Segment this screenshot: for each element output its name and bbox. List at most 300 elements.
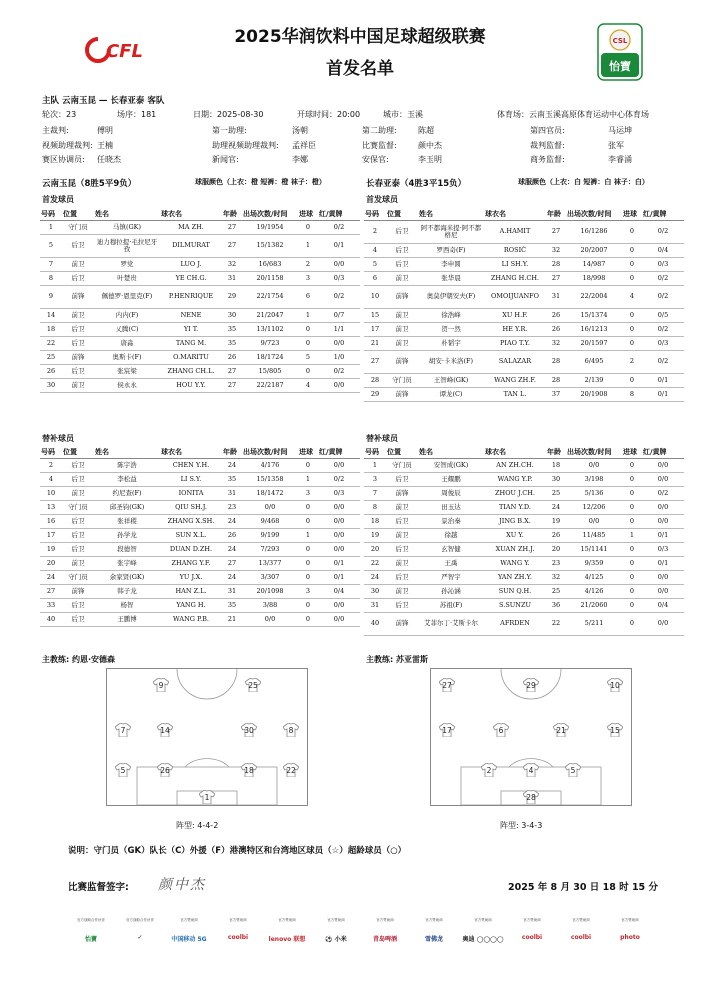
- home-starters-table: [40, 208, 360, 393]
- player-name: 朴韬宇: [418, 337, 484, 351]
- player-name: 马镇(GK): [94, 221, 160, 235]
- player-shirt-icon: [157, 723, 173, 737]
- cards: 0/0: [318, 529, 360, 543]
- position: 前卫: [62, 557, 94, 571]
- goals: 0: [622, 244, 642, 258]
- appearances: 3/198: [566, 473, 622, 487]
- sponsor-logo: [264, 918, 310, 943]
- player-name: 景治秦: [418, 515, 484, 529]
- player-name: 孙沁涵: [418, 585, 484, 599]
- age: 27: [222, 557, 242, 571]
- goals: 0: [622, 585, 642, 599]
- appearances: 15/1374: [566, 309, 622, 323]
- cards: 0/0: [318, 501, 360, 515]
- shirt-number: 31: [364, 599, 386, 613]
- sponsor-logo: [607, 918, 653, 941]
- shirt-number: 18: [40, 323, 62, 337]
- away-subs-table: [364, 446, 684, 636]
- column-header: 红/黄牌: [318, 446, 360, 459]
- age: 24: [222, 515, 242, 529]
- player-row: [364, 244, 684, 258]
- player-row: [40, 459, 360, 473]
- away-formation-pitch: [430, 668, 632, 806]
- player-row: [40, 599, 360, 613]
- svg-text:CSL: CSL: [612, 37, 628, 45]
- cards: 0/2: [642, 286, 684, 309]
- player-name: 孙学龙: [94, 529, 160, 543]
- cards: 0/3: [318, 487, 360, 501]
- position: 前卫: [386, 585, 418, 599]
- cards: 0/1: [318, 235, 360, 258]
- official-role-label: 主裁判:: [42, 126, 69, 135]
- age: 26: [546, 309, 566, 323]
- shirt-number: 20: [40, 557, 62, 571]
- player-name: 李申圆: [418, 258, 484, 272]
- shirt-number: 25: [40, 351, 62, 365]
- player-row: [40, 529, 360, 543]
- player-name: 周俊辰: [418, 487, 484, 501]
- player-row: [364, 337, 684, 351]
- player-shirt-icon: [115, 723, 131, 737]
- shirt-number: 5: [364, 258, 386, 272]
- position: 前卫: [386, 272, 418, 286]
- svg-text:CFL: CFL: [106, 41, 143, 62]
- supervisor-signature: 颜中杰: [158, 877, 206, 893]
- goals: 1: [298, 309, 318, 323]
- kit-name: QIU SH.J.: [160, 501, 222, 515]
- home-formation-pitch: [106, 668, 308, 806]
- cards: 0/0: [642, 613, 684, 636]
- age: 18: [546, 459, 566, 473]
- official-role-label: 商务监督:: [530, 155, 565, 164]
- sponsor-caption: 官方赞助商: [523, 918, 541, 922]
- appearances: 9/199: [242, 529, 298, 543]
- appearances: 0/0: [242, 501, 298, 515]
- appearances: 19/1954: [242, 221, 298, 235]
- official-name: 陈超: [418, 126, 434, 135]
- shirt-number: 5: [570, 765, 576, 775]
- goals: 0: [298, 365, 318, 379]
- cards: 0/3: [318, 272, 360, 286]
- player-row: [364, 272, 684, 286]
- appearances: 20/1908: [566, 388, 622, 402]
- player-name: 苏祖(F): [418, 599, 484, 613]
- player-row: [364, 323, 684, 337]
- position: 后卫: [386, 599, 418, 613]
- goals: 1: [298, 235, 318, 258]
- venue: 体育场：云南玉溪高原体育运动中心体育场: [497, 110, 649, 119]
- kit-name: LI S.Y.: [160, 473, 222, 487]
- sponsor-caption: 官方赞助商: [474, 918, 492, 922]
- sponsor-caption: 官方战略合作伙伴: [126, 918, 154, 922]
- cards: 0/2: [318, 286, 360, 309]
- sponsor-caption: 官方赞助商: [229, 918, 247, 922]
- position: 守门员: [62, 221, 94, 235]
- column-header: 位置: [386, 208, 418, 221]
- appearances: 9/359: [566, 557, 622, 571]
- page-title: 首发名单: [326, 59, 394, 79]
- home-coach: 主教练: 约恩·安德森: [42, 655, 116, 664]
- city: 城市：玉溪: [383, 110, 423, 119]
- player-name: 田玉达: [418, 501, 484, 515]
- column-header: 红/黄牌: [642, 208, 684, 221]
- appearances: 18/1724: [242, 351, 298, 365]
- position: 前锋: [386, 351, 418, 374]
- position: 前卫: [62, 258, 94, 272]
- column-header: 进球: [622, 208, 642, 221]
- player-shirt-icon: [241, 723, 257, 737]
- column-header: 号码: [40, 208, 62, 221]
- goals: 0: [622, 571, 642, 585]
- kit-name: XU Y.: [484, 529, 546, 543]
- cards: 0/0: [318, 459, 360, 473]
- appearances: 4/176: [242, 459, 298, 473]
- shirt-number: 28: [526, 792, 536, 802]
- appearances: 0/0: [566, 515, 622, 529]
- position: 前卫: [386, 309, 418, 323]
- player-row: [40, 501, 360, 515]
- kit-name: OMOIJUANFO: [484, 286, 546, 309]
- age: 27: [222, 221, 242, 235]
- cards: 1/0: [318, 351, 360, 365]
- column-header: 年龄: [222, 446, 242, 459]
- cards: 0/4: [642, 599, 684, 613]
- kit-name: YANG H.: [160, 599, 222, 613]
- kit-name: SUN X.L.: [160, 529, 222, 543]
- player-name: 张宸梁: [94, 365, 160, 379]
- shirt-number: 27: [442, 681, 452, 691]
- official-name: 李睿涌: [608, 155, 632, 164]
- appearances: 4/125: [566, 571, 622, 585]
- player-name: 邱圣钧(GK): [94, 501, 160, 515]
- player-name: 阿不都海米提·阿不都格尼: [418, 221, 484, 244]
- appearances: 16/1286: [566, 221, 622, 244]
- sponsor-mark: 雪佛龙: [424, 936, 443, 943]
- goals: 3: [298, 487, 318, 501]
- age: 23: [546, 557, 566, 571]
- kit-name: IONITA: [160, 487, 222, 501]
- shirt-number: 3: [364, 473, 386, 487]
- player-name: 张宇峰: [94, 557, 160, 571]
- position: 后卫: [62, 459, 94, 473]
- kit-name: S.SUNZU: [484, 599, 546, 613]
- shirt-number: 17: [364, 323, 386, 337]
- shirt-number: 8: [364, 501, 386, 515]
- kit-name: XUAN ZH.J.: [484, 543, 546, 557]
- sponsor-caption: 官方赞助商: [376, 918, 394, 922]
- age: 28: [546, 258, 566, 272]
- goals: 1: [298, 529, 318, 543]
- appearances: 13/377: [242, 557, 298, 571]
- official-role-label: 赛区协调员:: [42, 155, 85, 164]
- age: 36: [546, 599, 566, 613]
- cards: 0/0: [318, 613, 360, 627]
- cards: 0/0: [642, 501, 684, 515]
- sign-time: 2025 年 8 月 30 日 18 时 15 分: [508, 882, 658, 893]
- kit-name: O.MARITU: [160, 351, 222, 365]
- cards: 0/5: [642, 309, 684, 323]
- goals: 0: [622, 337, 642, 351]
- player-row: [364, 221, 684, 244]
- player-row: [364, 585, 684, 599]
- goals: 0: [622, 487, 642, 501]
- kit-name: PIAO T.Y.: [484, 337, 546, 351]
- goals: 0: [298, 337, 318, 351]
- player-shirt-icon: [481, 763, 497, 777]
- cards: 0/1: [642, 529, 684, 543]
- kickoff-time: 开球时间：20:00: [297, 110, 361, 119]
- player-row: [40, 365, 360, 379]
- player-row: [364, 515, 684, 529]
- age: 28: [546, 374, 566, 388]
- shirt-number: 13: [40, 501, 62, 515]
- appearances: 22/2004: [566, 286, 622, 309]
- age: 35: [222, 599, 242, 613]
- player-name: 约尼查(F): [94, 487, 160, 501]
- cards: 0/0: [318, 379, 360, 393]
- kit-name: HOU Y.Y.: [160, 379, 222, 393]
- sponsor-caption: 官方战略合作伙伴: [77, 918, 105, 922]
- shirt-number: 9: [158, 681, 164, 691]
- cards: 0/2: [642, 272, 684, 286]
- shirt-number: 15: [364, 309, 386, 323]
- player-row: [40, 351, 360, 365]
- player-name: 张华晨: [418, 272, 484, 286]
- player-name: 胡安·卡米洛(F): [418, 351, 484, 374]
- appearances: 3/307: [242, 571, 298, 585]
- sponsor-logo: [313, 918, 359, 943]
- position: 前锋: [386, 613, 418, 636]
- player-row: [364, 501, 684, 515]
- home-starters-label: 首发球员: [42, 195, 74, 204]
- age: 24: [546, 501, 566, 515]
- player-name: 罗党: [94, 258, 160, 272]
- shirt-number: 30: [40, 379, 62, 393]
- cards: 0/2: [642, 351, 684, 374]
- age: 27: [222, 365, 242, 379]
- appearances: 20/1597: [566, 337, 622, 351]
- position: 守门员: [62, 571, 94, 585]
- player-row: [364, 529, 684, 543]
- pitch-markings: [107, 669, 307, 805]
- shirt-number: 14: [160, 726, 170, 736]
- away-kit-colors: 球服颜色（上衣：白 短裤：白 袜子：白）: [518, 178, 649, 186]
- sponsor-mark: photo: [620, 934, 640, 941]
- age: 32: [222, 258, 242, 272]
- official-name: 任晓杰: [97, 155, 121, 164]
- round: 轮次：23: [42, 110, 77, 119]
- appearances: 15/805: [242, 365, 298, 379]
- age: 25: [546, 585, 566, 599]
- goals: 0: [622, 258, 642, 272]
- position: 后卫: [386, 515, 418, 529]
- official-role-label: 第二助理:: [362, 126, 397, 135]
- age: 26: [222, 529, 242, 543]
- column-header: 号码: [40, 446, 62, 459]
- appearances: 18/998: [566, 272, 622, 286]
- cards: 0/3: [642, 337, 684, 351]
- shirt-number: 25: [248, 681, 258, 691]
- player-row: [364, 473, 684, 487]
- shirt-number: 16: [40, 515, 62, 529]
- shirt-number: 40: [40, 613, 62, 627]
- player-row: [364, 571, 684, 585]
- cards: 0/2: [318, 365, 360, 379]
- position: 后卫: [62, 365, 94, 379]
- kit-name: LI SH.Y.: [484, 258, 546, 272]
- shirt-number: 2: [364, 221, 386, 244]
- column-header: 位置: [62, 208, 94, 221]
- column-header: 号码: [364, 208, 386, 221]
- position: 守门员: [386, 374, 418, 388]
- player-shirt-icon: [283, 723, 299, 737]
- home-team-name: 云南玉昆（8胜5平9负）: [42, 179, 137, 189]
- shirt-number: 2: [486, 765, 492, 775]
- cards: 0/0: [318, 258, 360, 272]
- shirt-number: 10: [40, 487, 62, 501]
- cards: 0/1: [318, 571, 360, 585]
- cards: 0/7: [318, 309, 360, 323]
- player-row: [364, 557, 684, 571]
- player-row: [364, 543, 684, 557]
- column-header: 姓名: [94, 208, 160, 221]
- player-name: 王耀鹏: [418, 473, 484, 487]
- player-row: [40, 258, 360, 272]
- appearances: 15/1141: [566, 543, 622, 557]
- appearances: 22/1754: [242, 286, 298, 309]
- appearances: 9/723: [242, 337, 298, 351]
- position: 前锋: [386, 487, 418, 501]
- cards: 0/4: [318, 585, 360, 599]
- appearances: 3/88: [242, 599, 298, 613]
- shirt-number: 7: [120, 726, 126, 736]
- goals: 0: [622, 613, 642, 636]
- goals: 0: [298, 323, 318, 337]
- goals: 1: [298, 473, 318, 487]
- sponsor-logo: [166, 918, 212, 943]
- cards: 0/0: [318, 337, 360, 351]
- official-name: 汤朝: [292, 126, 308, 135]
- home-subs-label: 替补球员: [42, 434, 74, 443]
- kit-name: ROSIĆ: [484, 244, 546, 258]
- cards: 0/1: [318, 557, 360, 571]
- cards: 0/3: [642, 258, 684, 272]
- appearances: 20/1098: [242, 585, 298, 599]
- shirt-number: 8: [288, 726, 294, 736]
- player-shirt-icon: [115, 763, 131, 777]
- appearances: 20/2007: [566, 244, 622, 258]
- column-header: 进球: [298, 446, 318, 459]
- age: 20: [546, 543, 566, 557]
- appearances: 15/1358: [242, 473, 298, 487]
- age: 27: [222, 235, 242, 258]
- age: 35: [222, 323, 242, 337]
- position: 后卫: [62, 337, 94, 351]
- player-shirt-icon: [199, 790, 215, 804]
- position: 后卫: [386, 244, 418, 258]
- shirt-number: 6: [364, 272, 386, 286]
- age: 24: [222, 571, 242, 585]
- goals: 3: [298, 585, 318, 599]
- player-shirt-icon: [523, 763, 539, 777]
- column-header: 年龄: [222, 208, 242, 221]
- shirt-number: 4: [40, 473, 62, 487]
- age: 27: [546, 272, 566, 286]
- column-header: 红/黄牌: [642, 446, 684, 459]
- cards: 0/2: [642, 487, 684, 501]
- cards: 0/0: [318, 515, 360, 529]
- player-row: [40, 487, 360, 501]
- column-header: 出场次数/时间: [566, 208, 622, 221]
- cards: 0/0: [318, 543, 360, 557]
- goals: 4: [298, 379, 318, 393]
- goals: 3: [298, 272, 318, 286]
- kit-name: YAN ZH.Y.: [484, 571, 546, 585]
- goals: 5: [298, 351, 318, 365]
- official-name: 孟祥臣: [292, 141, 316, 150]
- goals: 0: [298, 501, 318, 515]
- age: 31: [222, 272, 242, 286]
- sponsor-caption: 官方赞助商: [425, 918, 443, 922]
- appearances: 15/1382: [242, 235, 298, 258]
- column-header: 姓名: [418, 208, 484, 221]
- column-header: 位置: [62, 446, 94, 459]
- player-row: [40, 309, 360, 323]
- age: 24: [222, 459, 242, 473]
- column-header: 年龄: [546, 208, 566, 221]
- appearances: 0/0: [242, 613, 298, 627]
- kit-name: TANG M.: [160, 337, 222, 351]
- kit-name: HE Y.R.: [484, 323, 546, 337]
- goals: 0: [622, 501, 642, 515]
- away-team-name: 长春亚泰（4胜3平15负）: [366, 179, 467, 189]
- kit-name: YE CH.G.: [160, 272, 222, 286]
- shirt-number: 8: [40, 272, 62, 286]
- sponsor-logo: [558, 918, 604, 941]
- sponsor-mark: coolbi: [570, 934, 592, 941]
- column-header: 球衣名: [484, 446, 546, 459]
- position: 后卫: [386, 571, 418, 585]
- position: 前卫: [386, 501, 418, 515]
- age: 35: [222, 473, 242, 487]
- league-title: 2025华润饮料中国足球超级联赛: [234, 27, 486, 47]
- kit-name: P.HENRIQUE: [160, 286, 222, 309]
- shirt-number: 4: [528, 765, 534, 775]
- sponsor-logo: [117, 918, 163, 941]
- goals: 0: [298, 613, 318, 627]
- player-name: 侯永永: [94, 379, 160, 393]
- sponsor-logo: [68, 918, 114, 943]
- column-header: 姓名: [418, 446, 484, 459]
- cards: 0/2: [642, 221, 684, 244]
- age: 31: [222, 585, 242, 599]
- column-header: 球衣名: [160, 446, 222, 459]
- kit-name: ZHANG Y.F.: [160, 557, 222, 571]
- away-subs-label: 替补球员: [366, 434, 398, 443]
- player-row: [40, 571, 360, 585]
- kit-name: WANG Y.P.: [484, 473, 546, 487]
- shirt-number: 5: [120, 765, 126, 775]
- shirt-number: 26: [160, 765, 170, 775]
- goals: 0: [622, 272, 642, 286]
- player-shirt-icon: [439, 678, 455, 692]
- player-row: [40, 221, 360, 235]
- official-role-label: 新闻官:: [212, 155, 239, 164]
- player-name: 韩子龙: [94, 585, 160, 599]
- age: 32: [546, 244, 566, 258]
- kit-name: ZHANG H.CH.: [484, 272, 546, 286]
- player-name: 王禹: [418, 557, 484, 571]
